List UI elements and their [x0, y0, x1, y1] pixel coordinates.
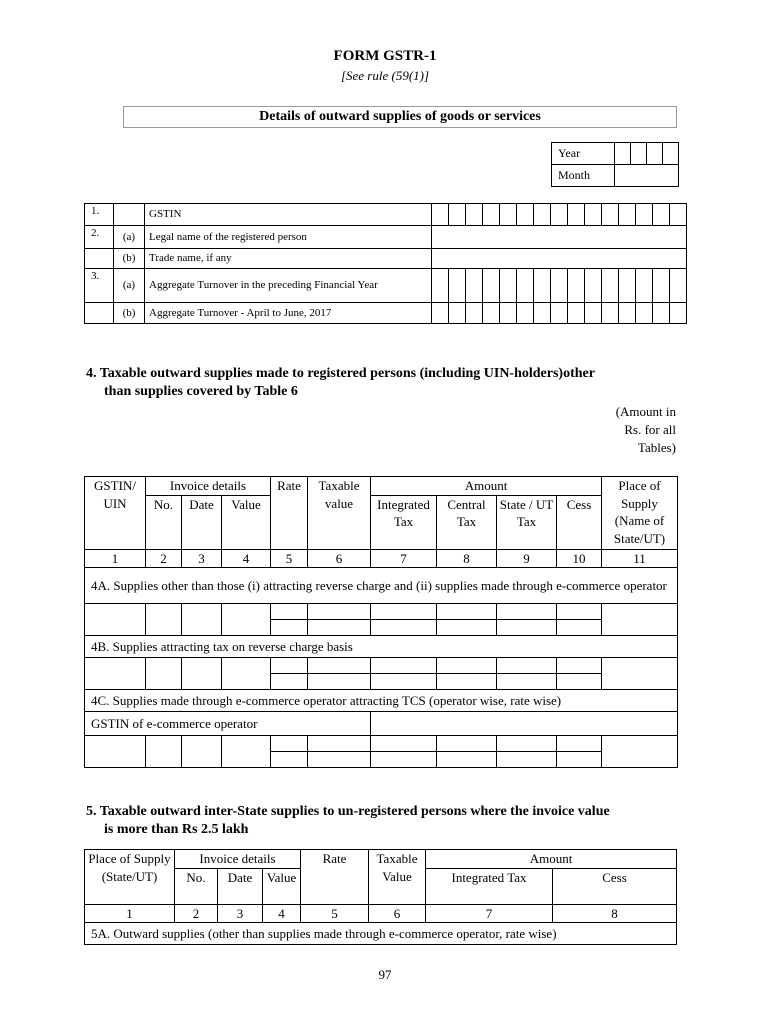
turnover-box[interactable]	[636, 303, 653, 324]
header-integrated-tax: Integrated Tax	[371, 495, 437, 549]
col-number: 4	[263, 904, 301, 923]
header-value: Value	[263, 868, 301, 904]
entry-cell[interactable]	[182, 658, 222, 690]
turnover-box[interactable]	[483, 269, 500, 303]
gstin-char-box[interactable]	[585, 204, 602, 226]
header-amount: Amount	[371, 477, 602, 496]
turnover-box[interactable]	[653, 269, 670, 303]
turnover-box[interactable]	[619, 269, 636, 303]
general-details-table	[84, 203, 687, 324]
col-number: 2	[146, 549, 182, 568]
page-number: 97	[378, 967, 392, 982]
header-central-tax: Central Tax	[437, 495, 497, 549]
entry-cell[interactable]	[222, 658, 271, 690]
entry-cell[interactable]	[271, 604, 308, 620]
entry-cell[interactable]	[602, 658, 678, 690]
col-number: 8	[437, 549, 497, 568]
header-value: Value	[222, 495, 271, 549]
entry-cell[interactable]	[557, 604, 602, 620]
entry-cell[interactable]	[557, 674, 602, 690]
col-number: 6	[308, 549, 371, 568]
header-taxable-value: Taxable value	[308, 477, 371, 550]
gstin-char-box[interactable]	[432, 204, 449, 226]
turnover-box[interactable]	[619, 303, 636, 324]
turnover-box[interactable]	[449, 303, 466, 324]
entry-cell[interactable]	[371, 658, 437, 674]
gstin-char-box[interactable]	[449, 204, 466, 226]
turnover-box[interactable]	[432, 269, 449, 303]
row-number	[85, 303, 114, 324]
section-5-heading-line1: 5. Taxable outward inter-State supplies to un-registered persons where the invoice value	[86, 804, 610, 819]
col-number: 7	[371, 549, 437, 568]
month-input[interactable]	[615, 165, 679, 187]
header-rate: Rate	[301, 850, 369, 905]
turnover-box[interactable]	[670, 303, 687, 324]
gstin-char-box[interactable]	[483, 204, 500, 226]
gstin-char-box[interactable]	[636, 204, 653, 226]
form-title: FORM GSTR-1	[333, 48, 437, 64]
entry-cell[interactable]	[146, 658, 182, 690]
row-number	[85, 249, 114, 269]
entry-cell[interactable]	[437, 658, 497, 674]
row-sub: (b)	[114, 249, 145, 269]
turnover-box[interactable]	[483, 303, 500, 324]
turnover-box[interactable]	[653, 303, 670, 324]
header-integrated-tax: Integrated Tax	[426, 868, 553, 904]
row-5a-label: 5A. Outward supplies (other than supplies made through e-commerce operator, rate wise)	[85, 923, 677, 945]
entry-cell[interactable]	[146, 736, 182, 768]
entry-cell[interactable]	[222, 736, 271, 768]
entry-cell[interactable]	[497, 658, 557, 674]
header-invoice-details: Invoice details	[175, 850, 301, 869]
entry-cell[interactable]	[497, 674, 557, 690]
row-4a-label: 4A. Supplies other than those (i) attracting reverse charge and (ii) supplies made through e-commerce operator	[85, 568, 678, 604]
col-number: 5	[301, 904, 369, 923]
turnover-box[interactable]	[585, 303, 602, 324]
turnover-box[interactable]	[449, 269, 466, 303]
col-number: 3	[182, 549, 222, 568]
col-number: 9	[497, 549, 557, 568]
row-4b-label: 4B. Supplies attracting tax on reverse charge basis	[85, 636, 678, 658]
header-place-of-supply: Place of Supply (Name of State/UT)	[602, 477, 678, 550]
entry-cell[interactable]	[308, 674, 371, 690]
entry-cell[interactable]	[271, 674, 308, 690]
section-5-heading	[86, 803, 686, 839]
turnover-box[interactable]	[551, 269, 568, 303]
gstin-char-box[interactable]	[517, 204, 534, 226]
row-4c-label: 4C. Supplies made through e-commerce operator attracting TCS (operator wise, rate wise)	[85, 690, 678, 712]
gstin-char-box[interactable]	[619, 204, 636, 226]
entry-cell[interactable]	[602, 736, 678, 768]
turnover-box[interactable]	[517, 269, 534, 303]
year-digit-box[interactable]	[631, 143, 647, 165]
entry-cell[interactable]	[371, 620, 437, 636]
gstin-char-box[interactable]	[653, 204, 670, 226]
entry-cell[interactable]	[497, 604, 557, 620]
entry-cell[interactable]	[308, 604, 371, 620]
section-4-heading-line2: than supplies covered by Table 6	[104, 384, 298, 399]
header-rate: Rate	[271, 477, 308, 550]
entry-cell[interactable]	[271, 620, 308, 636]
entry-cell[interactable]	[437, 736, 497, 752]
col-number: 4	[222, 549, 271, 568]
entry-cell[interactable]	[271, 752, 308, 768]
row-sub: (b)	[114, 303, 145, 324]
header-cess: Cess	[557, 495, 602, 549]
entry-cell[interactable]	[371, 752, 437, 768]
year-digit-box[interactable]	[615, 143, 631, 165]
ecom-gstin-input[interactable]	[371, 712, 678, 736]
header-no: No.	[146, 495, 182, 549]
turnover-box[interactable]	[500, 303, 517, 324]
turnover-box[interactable]	[670, 269, 687, 303]
entry-cell[interactable]	[557, 620, 602, 636]
col-number: 7	[426, 904, 553, 923]
entry-cell[interactable]	[308, 620, 371, 636]
entry-cell[interactable]	[497, 752, 557, 768]
trade-name-input[interactable]	[432, 249, 687, 269]
entry-cell[interactable]	[602, 604, 678, 636]
header-place-of-supply: Place of Supply (State/UT)	[85, 850, 175, 905]
col-number: 1	[85, 904, 175, 923]
header-taxable-value: Taxable Value	[369, 850, 426, 905]
gstin-label: GSTIN	[145, 204, 432, 226]
entry-cell[interactable]	[557, 736, 602, 752]
legal-name-label: Legal name of the registered person	[145, 226, 432, 249]
form-rule: [See rule (59(1)]	[340, 68, 430, 83]
entry-cell[interactable]	[271, 658, 308, 674]
turnover-box[interactable]	[568, 303, 585, 324]
turnover-box[interactable]	[636, 269, 653, 303]
turnover-box[interactable]	[432, 303, 449, 324]
col-number: 6	[369, 904, 426, 923]
entry-cell[interactable]	[437, 620, 497, 636]
header-state-ut-tax: State / UT Tax	[497, 495, 557, 549]
entry-cell[interactable]	[557, 752, 602, 768]
ecom-gstin-label: GSTIN of e-commerce operator	[85, 712, 371, 736]
table-4	[84, 476, 678, 768]
gstin-char-box[interactable]	[551, 204, 568, 226]
header-no: No.	[175, 868, 218, 904]
row-sub: (a)	[114, 269, 145, 303]
section-4-heading	[86, 365, 686, 401]
header-invoice-details: Invoice details	[146, 477, 271, 496]
turnover-box[interactable]	[500, 269, 517, 303]
header-date: Date	[218, 868, 263, 904]
entry-cell[interactable]	[557, 658, 602, 674]
header-gstin-uin: GSTIN/ UIN	[85, 477, 146, 550]
col-number: 10	[557, 549, 602, 568]
col-number: 2	[175, 904, 218, 923]
entry-cell[interactable]	[371, 604, 437, 620]
gstin-char-box[interactable]	[568, 204, 585, 226]
entry-cell[interactable]	[308, 736, 371, 752]
entry-cell[interactable]	[497, 736, 557, 752]
entry-cell[interactable]	[437, 674, 497, 690]
turnover-box[interactable]	[551, 303, 568, 324]
gstin-char-box[interactable]	[670, 204, 687, 226]
entry-cell[interactable]	[85, 604, 146, 636]
turnover-box[interactable]	[466, 269, 483, 303]
gstin-char-box[interactable]	[602, 204, 619, 226]
gstin-char-box[interactable]	[500, 204, 517, 226]
amount-note: (Amount in Rs. for all Tables)	[615, 404, 676, 455]
year-digit-box[interactable]	[647, 143, 663, 165]
turnover-box[interactable]	[585, 269, 602, 303]
row-sub: (a)	[114, 226, 145, 249]
year-digit-box[interactable]	[663, 143, 679, 165]
entry-cell[interactable]	[85, 736, 146, 768]
col-number: 3	[218, 904, 263, 923]
entry-cell[interactable]	[182, 736, 222, 768]
turnover-box[interactable]	[534, 269, 551, 303]
section-5-heading-line2: is more than Rs 2.5 lakh	[104, 822, 249, 837]
header-amount: Amount	[426, 850, 677, 869]
entry-cell[interactable]	[85, 658, 146, 690]
year-month-table	[551, 142, 679, 187]
row-sub	[114, 204, 145, 226]
entry-cell[interactable]	[271, 736, 308, 752]
header-cess: Cess	[553, 868, 677, 904]
turnover-box[interactable]	[602, 303, 619, 324]
entry-cell[interactable]	[497, 620, 557, 636]
year-label: Year	[552, 143, 615, 165]
row-number: 2.	[85, 226, 114, 249]
header-date: Date	[182, 495, 222, 549]
gstin-char-box[interactable]	[534, 204, 551, 226]
entry-cell[interactable]	[437, 752, 497, 768]
col-number: 8	[553, 904, 677, 923]
turnover-box[interactable]	[517, 303, 534, 324]
table-5	[84, 849, 677, 945]
details-heading: Details of outward supplies of goods or services	[123, 106, 677, 128]
entry-cell[interactable]	[222, 604, 271, 636]
turnover-preceding-label: Aggregate Turnover in the preceding Financial Year	[145, 269, 432, 303]
turnover-april-june-label: Aggregate Turnover - April to June, 2017	[145, 303, 432, 324]
legal-name-input[interactable]	[432, 226, 687, 249]
section-4-heading-line1: 4. Taxable outward supplies made to registered persons (including UIN-holders)other	[86, 366, 595, 381]
col-number: 5	[271, 549, 308, 568]
turnover-box[interactable]	[534, 303, 551, 324]
turnover-box[interactable]	[602, 269, 619, 303]
entry-cell[interactable]	[437, 604, 497, 620]
col-number: 1	[85, 549, 146, 568]
entry-cell[interactable]	[371, 736, 437, 752]
entry-cell[interactable]	[146, 604, 182, 636]
entry-cell[interactable]	[371, 674, 437, 690]
gstin-char-box[interactable]	[466, 204, 483, 226]
entry-cell[interactable]	[308, 752, 371, 768]
month-label: Month	[552, 165, 615, 187]
col-number: 11	[602, 549, 678, 568]
trade-name-label: Trade name, if any	[145, 249, 432, 269]
row-number: 1.	[85, 204, 114, 226]
entry-cell[interactable]	[308, 658, 371, 674]
entry-cell[interactable]	[182, 604, 222, 636]
row-number: 3.	[85, 269, 114, 303]
turnover-box[interactable]	[568, 269, 585, 303]
turnover-box[interactable]	[466, 303, 483, 324]
